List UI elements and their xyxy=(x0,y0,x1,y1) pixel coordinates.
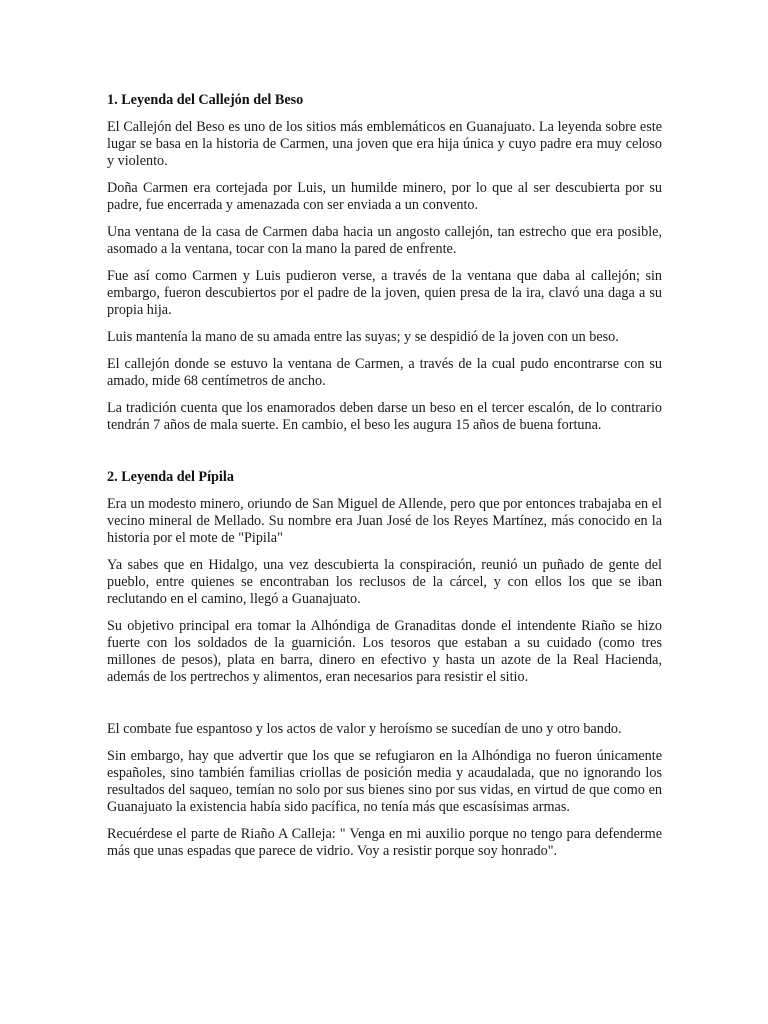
paragraph: Su objetivo principal era tomar la Alhóndiga de Granaditas donde el intendente Riaño se hizo fuerte con los soldados de la guarnición. Los tesoros que estaban a su cuidado (como tres millones de pesos), plata en barra, dinero en efectivo y hasta un azote de la Real Hacienda, además de los pertrechos y alimentos, eran necesarios para resistir el sitio. xyxy=(107,618,662,685)
paragraph: Era un modesto minero, oriundo de San Miguel de Allende, pero que por entonces trabajaba en el vecino mineral de Mellado. Su nombre era Juan José de los Reyes Martínez, más conocido en la historia por el mote de "Pipila" xyxy=(107,496,662,546)
paragraph: La tradición cuenta que los enamorados deben darse un beso en el tercer escalón, de lo contrario tendrán 7 años de mala suerte. En cambio, el beso les augura 15 años de buena fortuna. xyxy=(107,400,662,433)
paragraph: El callejón donde se estuvo la ventana de Carmen, a través de la cual pudo encontrarse con su amado, mide 68 centímetros de ancho. xyxy=(107,356,662,389)
paragraph: Ya sabes que en Hidalgo, una vez descubierta la conspiración, reunió un puñado de gente del pueblo, entre quienes se encontraban los reclusos de la cárcel, y con ellos los que se iban reclutando en el camino, llegó a Guanajuato. xyxy=(107,557,662,607)
section-spacer xyxy=(107,444,662,469)
section-heading: 1. Leyenda del Callejón del Beso xyxy=(107,92,304,108)
section-pipila xyxy=(107,469,662,860)
paragraph: Doña Carmen era cortejada por Luis, un humilde minero, por lo que al ser descubierta por su padre, fue encerrada y amenazada con ser enviada a un convento. xyxy=(107,180,662,213)
paragraph: El combate fue espantoso y los actos de valor y heroísmo se sucedían de uno y otro bando. xyxy=(107,721,622,737)
document-body xyxy=(107,92,662,870)
paragraph: Una ventana de la casa de Carmen daba hacia un angosto callejón, tan estrecho que era posible, asomado a la ventana, tocar con la mano la pared de enfrente. xyxy=(107,224,662,257)
section-heading: 2. Leyenda del Pípila xyxy=(107,469,234,485)
paragraph: Sin embargo, hay que advertir que los que se refugiaron en la Alhóndiga no fueron únicamente españoles, sino también familias criollas de posición media y acaudalada, que no ignorando los resultados del saqueo, temían no solo por sus bienes sino por sus vidas, en virtud de que como en Guanajuato la existencia había sido pacífica, no tenía más que escasísimas armas. xyxy=(107,748,662,815)
paragraph: Fue así como Carmen y Luis pudieron verse, a través de la ventana que daba al callejón; sin embargo, fueron descubiertos por el padre de la joven, quien presa de la ira, clavó una daga a su propia hija. xyxy=(107,268,662,318)
paragraph: El Callejón del Beso es uno de los sitios más emblemáticos en Guanajuato. La leyenda sobre este lugar se basa en la historia de Carmen, una joven que era hija única y cuyo padre era muy celoso y violento. xyxy=(107,119,662,169)
paragraph: Recuérdese el parte de Riaño A Calleja: " Venga en mi auxilio porque no tengo para defenderme más que unas espadas que parece de vidrio. Voy a resistir porque soy honrado". xyxy=(107,826,662,859)
paragraph-spacer xyxy=(107,696,662,721)
section-callejon-del-beso xyxy=(107,92,662,434)
paragraph: Luis mantenía la mano de su amada entre las suyas; y se despidió de la joven con un beso. xyxy=(107,329,619,345)
